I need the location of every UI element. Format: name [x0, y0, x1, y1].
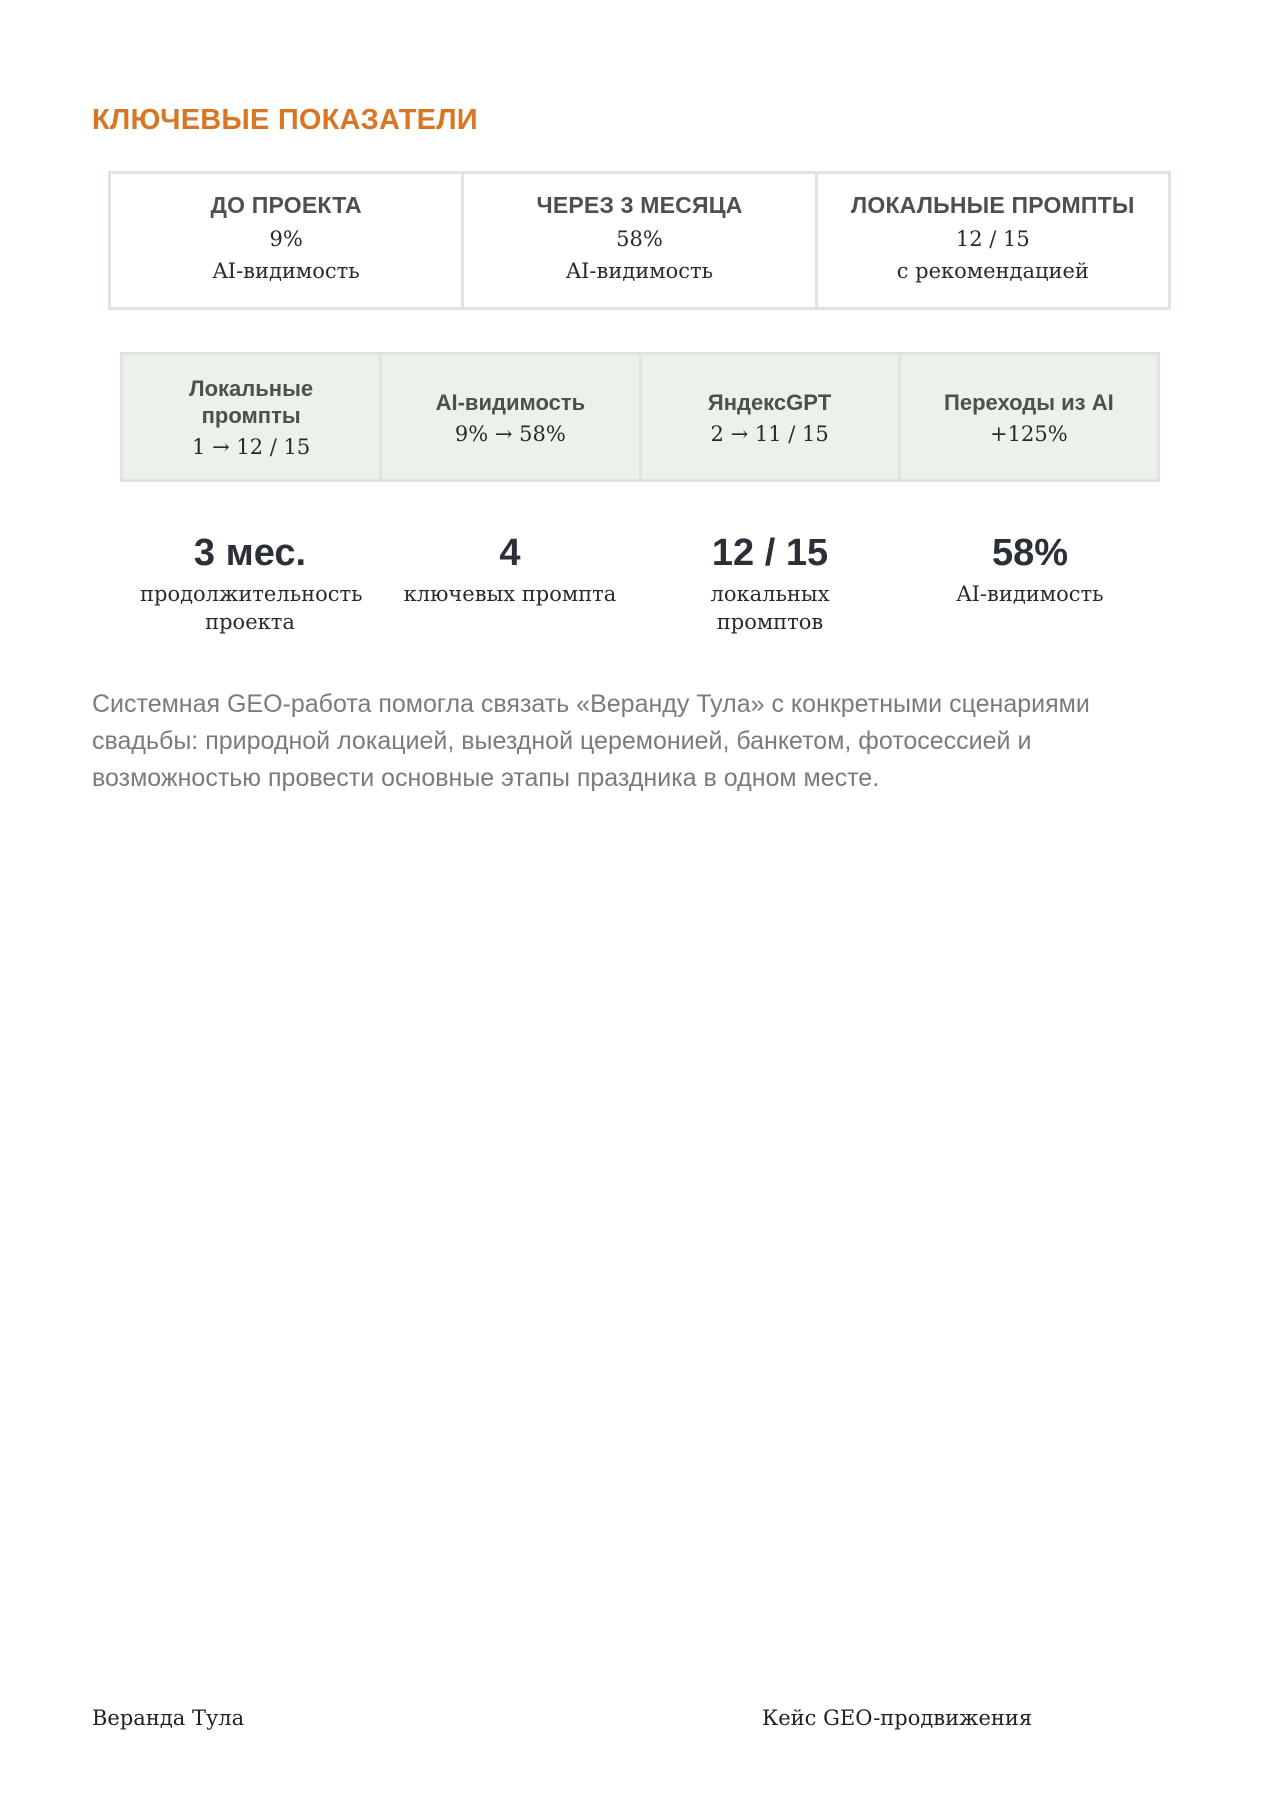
cell-label: с рекомендацией	[896, 259, 1089, 283]
footer-right-text: Кейс GEO-продвижения	[762, 1706, 1033, 1730]
section-title: КЛЮЧЕВЫЕ ПОКАЗАТЕЛИ	[92, 104, 478, 136]
stat-value: 12 / 15	[711, 532, 829, 574]
stat-value: 4	[499, 532, 521, 574]
metric-cell-ai-visibility	[382, 355, 641, 479]
comparison-cell-local-prompts	[818, 174, 1168, 307]
comparison-cell-before	[111, 174, 464, 307]
stat-key-prompts	[380, 530, 640, 636]
metric-cell-ai-referrals	[901, 355, 1157, 479]
cell-heading: ЛОКАЛЬНЫЕ ПРОМПТЫ	[851, 192, 1135, 218]
footer-left-text: Веранда Тула	[92, 1706, 245, 1730]
cell-label: AI-видимость	[212, 259, 360, 283]
stat-label: локальных промптов	[710, 582, 830, 634]
cell-label: AI-видимость	[565, 259, 714, 283]
stat-duration	[120, 530, 380, 636]
cell-heading: ЧЕРЕЗ 3 МЕСЯЦА	[536, 192, 743, 218]
stat-label: ключевых промпта	[403, 582, 617, 606]
stat-label: AI-видимость	[956, 582, 1104, 606]
metric-cell-local-prompts	[123, 355, 382, 479]
metric-heading: AI-видимость	[435, 389, 586, 415]
metric-heading: Локальные промпты	[189, 376, 314, 428]
stat-value: 58%	[991, 532, 1069, 574]
cell-value: 12 / 15	[955, 227, 1030, 251]
metrics-table	[120, 352, 1160, 482]
comparison-cell-after	[464, 174, 817, 307]
cell-value: 9%	[269, 227, 303, 251]
metric-heading: ЯндексGPT	[707, 389, 832, 415]
metric-value: 9% → 58%	[454, 421, 566, 446]
cell-value: 58%	[616, 227, 663, 251]
comparison-table	[108, 171, 1171, 310]
metric-value: 2 → 11 / 15	[710, 421, 829, 446]
stat-local-prompts	[640, 530, 900, 636]
metric-value: 1 → 12 / 15	[192, 435, 311, 459]
cell-heading: ДО ПРОЕКТА	[210, 192, 362, 218]
stat-value: 3 мес.	[193, 532, 307, 574]
stat-label: продолжительность проекта	[140, 582, 363, 634]
stats-row	[120, 530, 1160, 636]
metric-value: +125%	[990, 421, 1068, 446]
metric-cell-yandexgpt	[642, 355, 901, 479]
stat-ai-visibility	[900, 530, 1160, 636]
summary-paragraph: Системная GEO-работа помогла связать «Веранду Тула» с конкретными сценариями свадьбы: природной локацией, выездной церемонией, банкетом, фотосессией и возможностью провести основные этапы праздника в одном месте.	[92, 690, 1090, 792]
metric-heading: Переходы из AI	[944, 389, 1114, 415]
